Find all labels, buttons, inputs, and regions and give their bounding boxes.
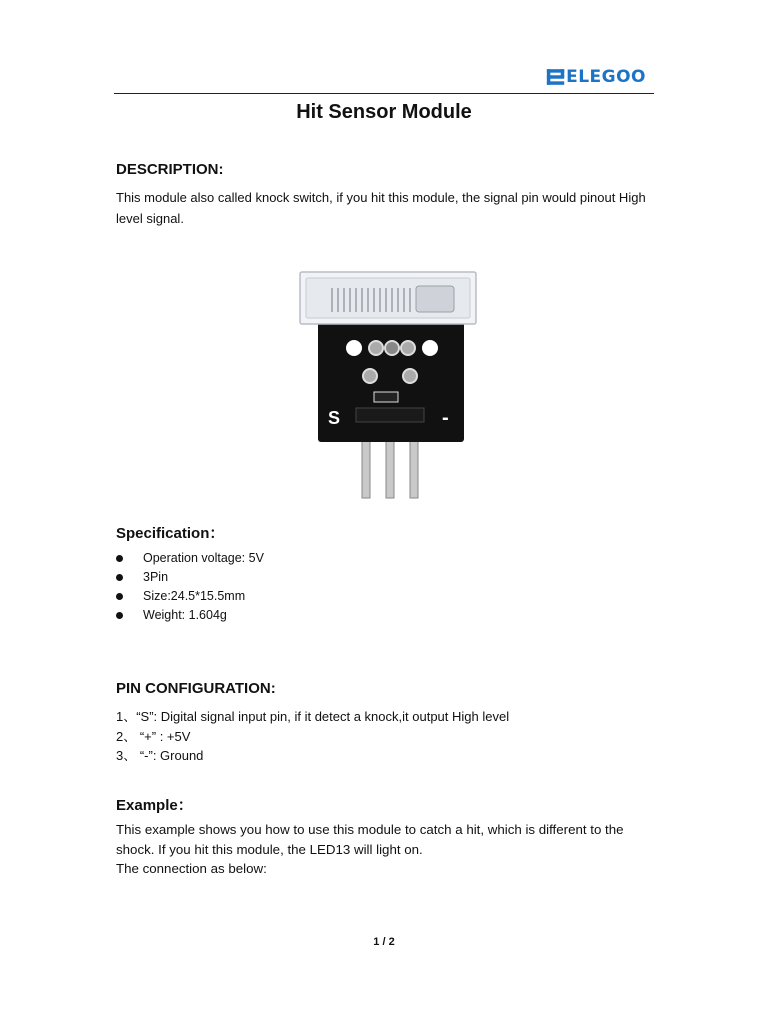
pin-configuration-heading: PIN CONFIGURATION: — [116, 680, 276, 697]
description-text: This module also called knock switch, if you hit this module, the signal pin would pinout High level signal. — [116, 190, 646, 226]
list-item: Weight: 1.604g — [116, 606, 264, 625]
pin-configuration-list — [116, 707, 509, 766]
example-heading: Example： — [116, 797, 193, 814]
pcb-label-s: S — [328, 408, 341, 428]
bullet-icon — [116, 555, 123, 562]
specification-list — [116, 549, 264, 625]
elegoo-logo — [546, 66, 646, 88]
bullet-icon — [116, 574, 123, 581]
example-text: This example shows you how to use this module to catch a hit, which is different to the shock. If you hit this module, the LED13 will light on. — [116, 822, 624, 857]
description-heading: DESCRIPTION: — [116, 161, 224, 178]
list-item: Operation voltage: 5V — [116, 549, 264, 568]
hit-sensor-module-image — [296, 268, 480, 504]
list-item: 2、 “+” : +5V — [116, 728, 191, 744]
bullet-icon — [116, 612, 123, 619]
pcb-label-minus: - — [442, 407, 449, 429]
list-item: Size:24.5*15.5mm — [116, 587, 264, 606]
list-item: 3、 “-”: Ground — [116, 748, 204, 763]
page-title: Hit Sensor Module — [296, 101, 472, 123]
brand-name: ELEGOO — [566, 67, 646, 87]
header-divider — [114, 93, 654, 94]
elegoo-logo-icon — [546, 67, 565, 87]
specification-heading: Specification： — [116, 525, 225, 542]
bullet-icon — [116, 593, 123, 600]
page-number: 1 / 2 — [373, 936, 395, 948]
list-item: 3Pin — [116, 568, 264, 587]
connection-text: The connection as below: — [116, 861, 267, 876]
list-item: 1、“S”: Digital signal input pin, if it detect a knock,it output High level — [116, 709, 510, 724]
